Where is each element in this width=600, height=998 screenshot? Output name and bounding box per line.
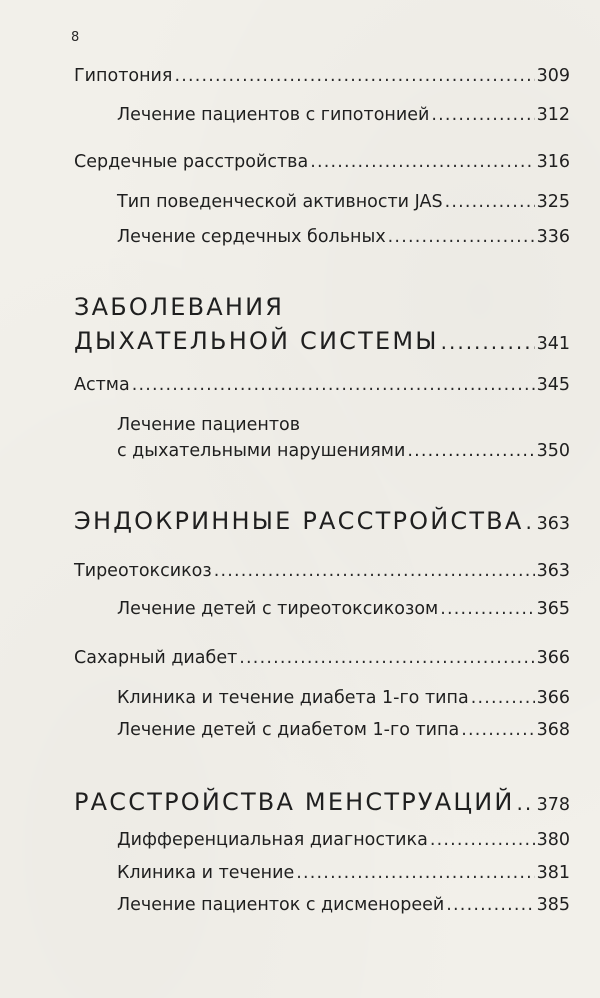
toc-entry-respiratory-treatment xyxy=(117,412,570,464)
toc-entry-page: 381 xyxy=(536,863,570,883)
dot-leader xyxy=(440,597,534,621)
toc-entry-title: с дыхательными нарушениями xyxy=(117,441,406,461)
toc-entry-title: Тип поведенческой активности JAS xyxy=(117,192,443,212)
dot-leader xyxy=(517,786,535,820)
toc-entry-page: 350 xyxy=(536,441,570,461)
dot-leader xyxy=(441,325,535,359)
toc-entry-title: Лечение пациентов xyxy=(117,415,301,435)
toc-entry-thyrotoxicosis xyxy=(74,559,570,583)
toc-entry-page: 316 xyxy=(536,152,570,172)
toc-section-respiratory xyxy=(74,290,570,361)
section-title-line: ЭНДОКРИННЫЕ РАССТРОЙСТВА xyxy=(74,507,524,535)
toc-entry-title: Астма xyxy=(74,375,130,395)
dot-leader xyxy=(407,438,534,464)
toc-entry-diabetes-treatment xyxy=(117,718,570,742)
toc-entry-title: Тиреотоксикоз xyxy=(74,561,212,581)
toc-entry-page: 378 xyxy=(536,795,570,815)
toc-entry-clinic-course xyxy=(117,861,570,885)
toc-entry-page: 363 xyxy=(536,561,570,581)
toc-entry-title: Дифференциальная диагностика xyxy=(117,830,428,850)
toc-entry-page: 341 xyxy=(536,334,570,354)
dot-leader xyxy=(132,373,535,397)
toc-entry-page: 325 xyxy=(536,192,570,212)
toc-entry-title: Лечение сердечных больных xyxy=(117,227,386,247)
dot-leader xyxy=(525,505,534,539)
dot-leader xyxy=(446,893,534,917)
toc-entry-page: 366 xyxy=(536,648,570,668)
dot-leader xyxy=(310,150,534,174)
section-title-line: ЗАБОЛЕВАНИЯ xyxy=(74,293,285,321)
toc-entry-page: 309 xyxy=(536,66,570,86)
toc-entry-title: Лечение пациенток с дисменореей xyxy=(117,895,445,915)
toc-entry-hypotension-treatment xyxy=(117,103,570,127)
toc-entry-title: Сердечные расстройства xyxy=(74,152,309,172)
toc-entry-hypotension xyxy=(74,64,570,88)
section-title-line: ДЫХАТЕЛЬНОЙ СИСТЕМЫ xyxy=(74,327,439,355)
dot-leader xyxy=(296,861,534,885)
dot-leader xyxy=(445,190,535,214)
toc-entry-title: Клиника и течение диабета 1-го типа xyxy=(117,688,469,708)
toc-entry-page: 345 xyxy=(536,375,570,395)
toc-entry-diabetes-clinic xyxy=(117,686,570,710)
toc-entry-page: 385 xyxy=(536,895,570,915)
dot-leader xyxy=(388,225,535,249)
toc-entry-page: 366 xyxy=(536,688,570,708)
toc-entry-page: 365 xyxy=(536,599,570,619)
toc-entry-dysmenorrhea-treatment xyxy=(117,893,570,917)
toc-entry-jas-behavior xyxy=(117,190,570,214)
toc-entry-title: Гипотония xyxy=(74,66,173,86)
dot-leader xyxy=(461,718,534,742)
dot-leader xyxy=(431,103,534,127)
page-number: 8 xyxy=(71,30,80,45)
dot-leader xyxy=(214,559,535,583)
toc-entry-title: Клиника и течение xyxy=(117,863,295,883)
toc-entry-title: Лечение детей с тиреотоксикозом xyxy=(117,599,439,619)
toc-entry-page: 336 xyxy=(536,227,570,247)
toc-section-menstrual xyxy=(74,785,570,822)
dot-leader xyxy=(239,646,534,670)
toc-entry-differential-diagnosis xyxy=(117,828,570,852)
section-title-line: РАССТРОЙСТВА МЕНСТРУАЦИЙ xyxy=(74,788,515,816)
toc-entry-title: Сахарный диабет xyxy=(74,648,238,668)
toc-entry-page: 363 xyxy=(536,514,570,534)
dot-leader xyxy=(430,828,535,852)
toc-entry-page: 368 xyxy=(536,720,570,740)
toc-entry-page: 380 xyxy=(536,830,570,850)
toc-entry-asthma xyxy=(74,373,570,397)
toc-entry-heart-disorders xyxy=(74,150,570,174)
dot-leader xyxy=(174,64,534,88)
toc-entry-heart-treatment xyxy=(117,225,570,249)
toc-section-endocrine xyxy=(74,504,570,541)
toc-entry-title: Лечение пациентов с гипотонией xyxy=(117,105,430,125)
toc-entry-page: 312 xyxy=(536,105,570,125)
toc-entry-title: Лечение детей с диабетом 1-го типа xyxy=(117,720,460,740)
dot-leader xyxy=(471,686,535,710)
toc-entry-thyrotoxicosis-treatment xyxy=(117,597,570,621)
toc-entry-diabetes xyxy=(74,646,570,670)
